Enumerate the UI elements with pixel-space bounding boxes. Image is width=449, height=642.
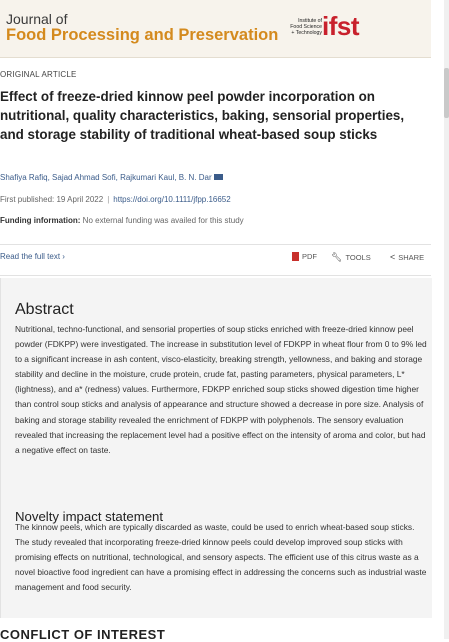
tools-button[interactable] xyxy=(331,252,371,263)
novelty-text: The kinnow peels, which are typically discarded as waste, could be used to enrich wheat-based soup sticks. The study revealed that incorporating freeze-dried kinnow peels could develop improved soup sticks with promising effects on nutritional, technological, and sensory aspects. The efficient use of this citrus waste as a novel bioactive food ingredient can have a promising effect in addressing the concerns such as industrial waste management and food security. xyxy=(15,522,427,593)
scrollbar-thumb[interactable] xyxy=(444,68,449,118)
ifst-logo-small-text: Institute of Food Science + Technology xyxy=(290,18,322,36)
journal-header[interactable] xyxy=(0,0,431,58)
publication-info xyxy=(0,195,231,204)
read-full-text-label: Read the full text xyxy=(0,252,61,261)
article-title: Effect of freeze-dried kinnow peel powder incorporation on nutritional, quality characteristics, baking, sensorial properties, and storage stability of traditional wheat-based soup sticks xyxy=(0,89,405,142)
abstract-section xyxy=(0,278,432,618)
scrollbar[interactable] xyxy=(444,0,449,639)
abstract-heading: Abstract xyxy=(15,301,74,319)
read-full-text-link[interactable] xyxy=(0,252,65,261)
published-label: First published: xyxy=(0,195,55,204)
funding-label: Funding information: xyxy=(0,216,81,225)
article-type: ORIGINAL ARTICLE xyxy=(0,70,77,79)
ifst-logo[interactable] xyxy=(288,11,362,44)
article-toolbar xyxy=(0,244,431,276)
mail-icon[interactable] xyxy=(214,174,223,180)
pdf-button[interactable] xyxy=(292,252,317,261)
funding-info xyxy=(0,216,244,225)
ifst-logo-text: ifst xyxy=(322,11,359,41)
share-button[interactable] xyxy=(390,252,424,262)
author-list[interactable] xyxy=(0,173,223,182)
chevron-right-icon: › xyxy=(62,252,65,261)
funding-text: No external funding was availed for this study xyxy=(82,216,244,225)
published-date: 19 April 2022 xyxy=(56,195,104,204)
abstract-text: Nutritional, techno-functional, and sensorial properties of soup sticks enriched with freeze-dried kinnow peel powder (FDKPP) were investigated. The increase in substitution level of FDKPP in wheat flour from 0 to 9% led to a significant increase in ash content, visco-elasticity, breaking strength, yellowness, and baking and storage stability and decline in the moisture, crude protein, crude fat, pasting parameters, physical parameters, L* (lightness), and a* (redness) values. Furthermore, FDKPP enriched soup sticks showed digestion time higher than control soup sticks and analysis of appearance and structure showed a decrease in pore size. Analysis of baking and storage stability revealed the enrichment of FDKPP with polyphenols. The sensory evaluation revealed that increasing the replacement level had a positive effect on the intensity of aroma and color, but had a negative effect on taste. xyxy=(15,324,427,455)
share-label: SHARE xyxy=(398,253,425,262)
separator: | xyxy=(107,195,110,204)
tools-label: TOOLS xyxy=(345,253,371,262)
novelty-heading: Novelty impact statement xyxy=(15,509,164,525)
next-section-heading: CONFLICT OF INTEREST xyxy=(0,627,166,642)
journal-name-line1: Journal of xyxy=(6,11,68,27)
wrench-icon: 🔧︎ xyxy=(331,252,343,262)
pdf-label: PDF xyxy=(302,252,317,261)
pdf-icon xyxy=(292,252,299,261)
authors-text[interactable]: Shafiya Rafiq, Sajad Ahmad Sofi, Rajkumari Kaul, B. N. Dar xyxy=(0,173,212,182)
share-icon: < xyxy=(390,252,396,262)
doi-link[interactable]: https://doi.org/10.1111/jfpp.16652 xyxy=(113,195,231,204)
journal-name-line2: Food Processing and Preservation xyxy=(6,26,279,44)
